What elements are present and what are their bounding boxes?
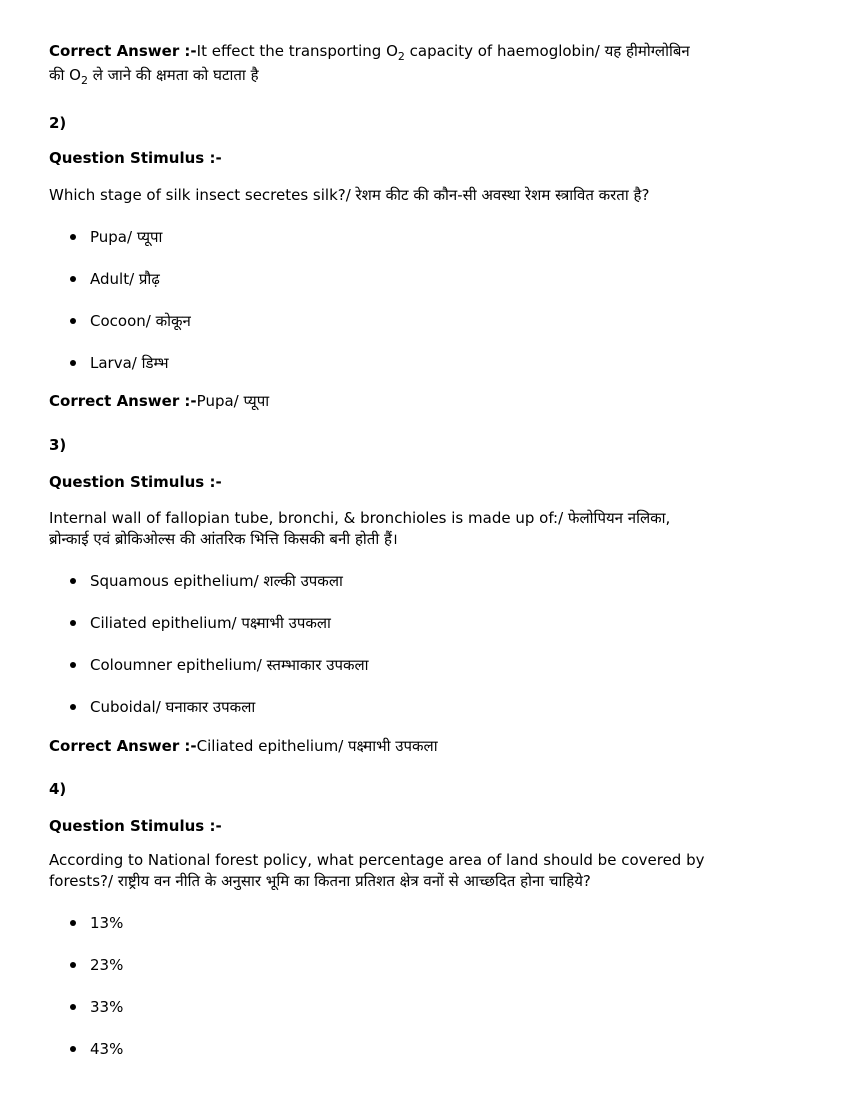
- option-label: Larva/ डिम्भ: [90, 354, 169, 372]
- bullet-icon: [70, 962, 76, 968]
- option-label: Squamous epithelium/ शल्की उपकला: [90, 572, 343, 590]
- option-label: Ciliated epithelium/ पक्ष्माभी उपकला: [90, 614, 331, 632]
- option-item: [49, 226, 749, 248]
- answer-text-part2: capacity of haemoglobin/ यह हीमोग्लोबिन: [404, 42, 690, 60]
- option-label: Pupa/ प्यूपा: [90, 228, 163, 246]
- question-stimulus-label: Question Stimulus :-: [49, 473, 222, 491]
- bullet-icon: [70, 1004, 76, 1010]
- option-label: 23%: [90, 956, 124, 974]
- answer-text: Pupa/ प्यूपा: [196, 392, 270, 410]
- option-label: Cuboidal/ घनाकार उपकला: [90, 698, 256, 716]
- answer-label: Correct Answer :-: [49, 42, 197, 60]
- question-stem-line1: According to National forest policy, what percentage area of land should be covered by: [49, 851, 705, 869]
- correct-answer: [49, 735, 438, 758]
- question-stem-line2: forests?/ राष्ट्रीय वन नीति के अनुसार भूमि का कितना प्रतिशत क्षेत्र वनों से आच्छदित होना चाहिये?: [49, 872, 591, 890]
- option-list: [49, 226, 749, 374]
- bullet-icon: [70, 920, 76, 926]
- bullet-icon: [70, 662, 76, 668]
- answer-line2-part2: ले जाने की क्षमता को घटाता है: [87, 66, 259, 84]
- option-label: Cocoon/ कोकून: [90, 312, 191, 330]
- q1-correct-answer-line2: [49, 64, 259, 92]
- question-stem: Which stage of silk insect secretes silk?/ रेशम कीट की कौन-सी अवस्था रेशम स्त्रावित करता है?: [49, 186, 650, 204]
- option-label: 33%: [90, 998, 124, 1016]
- option-item: [49, 1038, 749, 1060]
- bullet-icon: [70, 578, 76, 584]
- bullet-icon: [70, 360, 76, 366]
- question-number: 4): [49, 780, 67, 798]
- option-label: 13%: [90, 914, 124, 932]
- question-stem-line1: Internal wall of fallopian tube, bronchi, & bronchioles is made up of:/ फेलोपियन नलिका,: [49, 509, 671, 527]
- bullet-icon: [70, 318, 76, 324]
- option-label: Adult/ प्रौढ़: [90, 270, 160, 288]
- bullet-icon: [70, 1046, 76, 1052]
- answer-text: Ciliated epithelium/ पक्ष्माभी उपकला: [196, 737, 438, 755]
- option-list: [49, 912, 749, 1060]
- bullet-icon: [70, 234, 76, 240]
- option-item: [49, 654, 749, 676]
- bullet-icon: [70, 276, 76, 282]
- answer-line2-subscript: 2: [80, 74, 88, 87]
- option-item: [49, 954, 749, 976]
- option-label: Coloumner epithelium/ स्तम्भाकार उपकला: [90, 656, 369, 674]
- option-item: [49, 996, 749, 1018]
- option-item: [49, 912, 749, 934]
- option-label: 43%: [90, 1040, 124, 1058]
- correct-answer: [49, 390, 269, 413]
- question-number: 2): [49, 114, 67, 132]
- answer-label: Correct Answer :-: [49, 392, 197, 410]
- option-item: [49, 612, 749, 634]
- bullet-icon: [70, 620, 76, 626]
- bullet-icon: [70, 704, 76, 710]
- question-number: 3): [49, 436, 67, 454]
- question-stimulus-label: Question Stimulus :-: [49, 817, 222, 835]
- answer-line2-part1: की O: [49, 66, 81, 84]
- option-item: [49, 696, 749, 718]
- option-item: [49, 352, 749, 374]
- answer-subscript: 2: [397, 50, 405, 63]
- answer-label: Correct Answer :-: [49, 737, 197, 755]
- option-item: [49, 310, 749, 332]
- answer-text-part1: It effect the transporting O: [196, 42, 398, 60]
- option-item: [49, 570, 749, 592]
- option-item: [49, 268, 749, 290]
- option-list: [49, 570, 749, 718]
- question-stimulus-label: Question Stimulus :-: [49, 149, 222, 167]
- question-stem-line2: ब्रोन्काई एवं ब्रोकिओल्स की आंतरिक भित्ति किसकी बनी होती हैं।: [49, 530, 398, 548]
